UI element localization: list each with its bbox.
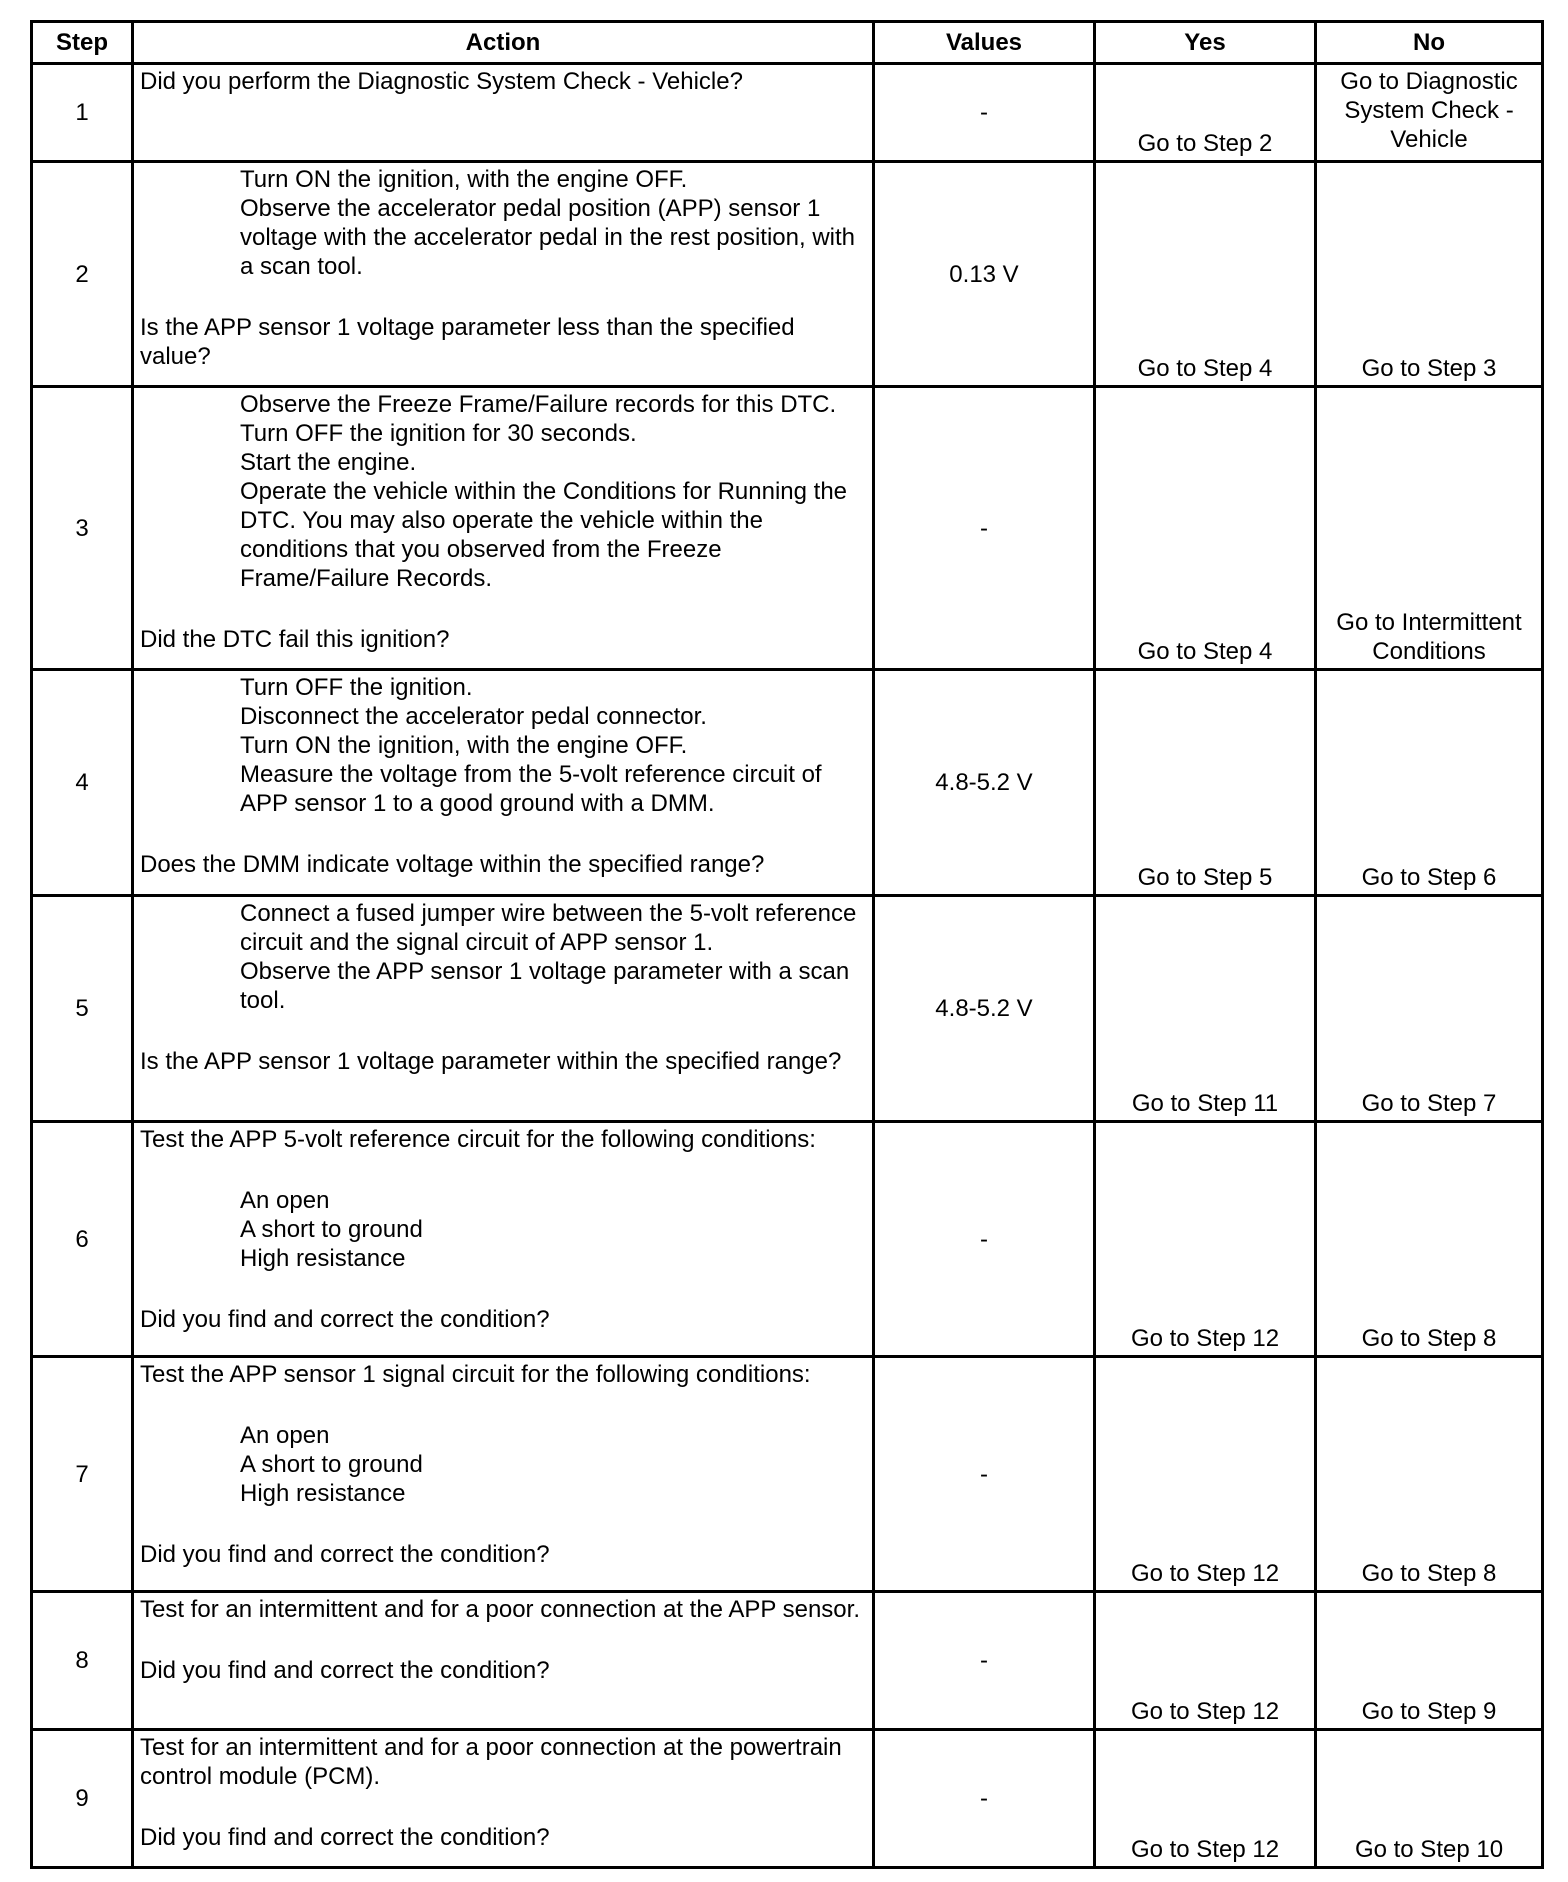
header-no: No bbox=[1316, 22, 1543, 64]
action-cell bbox=[133, 387, 874, 670]
step-number: 2 bbox=[32, 162, 133, 387]
action-cell bbox=[133, 1122, 874, 1357]
condition-item: A short to ground bbox=[240, 1451, 423, 1478]
condition-item: High resistance bbox=[240, 1480, 406, 1507]
header-action: Action bbox=[133, 22, 874, 64]
table-row bbox=[32, 1122, 1543, 1357]
step-number: 7 bbox=[32, 1357, 133, 1592]
value-cell: - bbox=[874, 1122, 1095, 1357]
action-question: Did the DTC fail this ignition? bbox=[140, 626, 450, 653]
yes-cell: Go to Step 11 bbox=[1095, 896, 1316, 1122]
action-step: Connect a fused jumper wire between the 5-volt reference circuit and the signal circuit of APP sensor 1. bbox=[240, 900, 857, 956]
action-cell bbox=[133, 896, 874, 1122]
table-row bbox=[32, 1592, 1543, 1730]
table-row bbox=[32, 387, 1543, 670]
yes-cell: Go to Step 12 bbox=[1095, 1357, 1316, 1592]
step-number: 5 bbox=[32, 896, 133, 1122]
action-intro: Test the APP sensor 1 signal circuit for the following conditions: bbox=[140, 1361, 811, 1388]
action-cell bbox=[133, 64, 874, 162]
value-cell: 0.13 V bbox=[874, 162, 1095, 387]
action-step: Observe the APP sensor 1 voltage parameter with a scan tool. bbox=[240, 958, 850, 1014]
action-cell bbox=[133, 162, 874, 387]
action-intro: Test the APP 5-volt reference circuit for the following conditions: bbox=[140, 1126, 816, 1153]
value-cell: - bbox=[874, 1592, 1095, 1730]
condition-item: An open bbox=[240, 1422, 330, 1449]
value-cell: - bbox=[874, 387, 1095, 670]
no-cell: Go to Step 9 bbox=[1316, 1592, 1543, 1730]
no-cell: Go to Intermittent Conditions bbox=[1316, 387, 1543, 670]
header-step: Step bbox=[32, 22, 133, 64]
yes-cell: Go to Step 4 bbox=[1095, 162, 1316, 387]
action-question: Is the APP sensor 1 voltage parameter less than the specified value? bbox=[140, 314, 795, 370]
value-cell: - bbox=[874, 64, 1095, 162]
step-number: 9 bbox=[32, 1730, 133, 1868]
action-question: Is the APP sensor 1 voltage parameter within the specified range? bbox=[140, 1048, 842, 1075]
action-steps bbox=[140, 390, 866, 593]
value-cell: 4.8-5.2 V bbox=[874, 670, 1095, 896]
action-steps bbox=[140, 899, 866, 1015]
action-step: Disconnect the accelerator pedal connector. bbox=[240, 703, 707, 730]
action-step: Operate the vehicle within the Conditions for Running the DTC. You may also operate the vehicle within the conditions that you observed from the Freeze Frame/Failure Records. bbox=[240, 478, 848, 592]
header-values: Values bbox=[874, 22, 1095, 64]
step-number: 8 bbox=[32, 1592, 133, 1730]
step-number: 3 bbox=[32, 387, 133, 670]
table-row bbox=[32, 1357, 1543, 1592]
table-row bbox=[32, 896, 1543, 1122]
no-cell: Go to Step 8 bbox=[1316, 1122, 1543, 1357]
no-cell: Go to Step 6 bbox=[1316, 670, 1543, 896]
action-question: Did you find and correct the condition? bbox=[140, 1824, 550, 1851]
yes-cell: Go to Step 12 bbox=[1095, 1592, 1316, 1730]
table-row bbox=[32, 670, 1543, 896]
yes-cell: Go to Step 4 bbox=[1095, 387, 1316, 670]
action-steps bbox=[140, 673, 866, 818]
action-cell bbox=[133, 1357, 874, 1592]
table-row bbox=[32, 1730, 1543, 1868]
action-step: Turn OFF the ignition for 30 seconds. bbox=[240, 420, 637, 447]
action-question: Does the DMM indicate voltage within the specified range? bbox=[140, 851, 765, 878]
action-step: Turn OFF the ignition. bbox=[240, 674, 473, 701]
no-cell: Go to Step 10 bbox=[1316, 1730, 1543, 1868]
condition-list bbox=[140, 1186, 866, 1273]
condition-item: A short to ground bbox=[240, 1216, 423, 1243]
action-step: Observe the Freeze Frame/Failure records for this DTC. bbox=[240, 391, 837, 418]
step-number: 4 bbox=[32, 670, 133, 896]
action-step: Turn ON the ignition, with the engine OFF. bbox=[240, 166, 688, 193]
action-step: Start the engine. bbox=[240, 449, 417, 476]
value-cell: - bbox=[874, 1730, 1095, 1868]
yes-cell: Go to Step 2 bbox=[1095, 64, 1316, 162]
step-number: 1 bbox=[32, 64, 133, 162]
no-cell: Go to Step 8 bbox=[1316, 1357, 1543, 1592]
condition-item: High resistance bbox=[240, 1245, 406, 1272]
value-cell: 4.8-5.2 V bbox=[874, 896, 1095, 1122]
yes-cell: Go to Step 12 bbox=[1095, 1122, 1316, 1357]
diagnostic-table bbox=[30, 20, 1544, 1869]
no-cell: Go to Diagnostic System Check - Vehicle bbox=[1316, 64, 1543, 162]
no-cell: Go to Step 3 bbox=[1316, 162, 1543, 387]
action-question: Did you perform the Diagnostic System Check - Vehicle? bbox=[140, 68, 743, 95]
action-question: Did you find and correct the condition? bbox=[140, 1306, 550, 1333]
condition-list bbox=[140, 1421, 866, 1508]
header-yes: Yes bbox=[1095, 22, 1316, 64]
action-intro: Test for an intermittent and for a poor connection at the powertrain control module (PCM). bbox=[140, 1734, 842, 1790]
value-cell: - bbox=[874, 1357, 1095, 1592]
step-number: 6 bbox=[32, 1122, 133, 1357]
action-cell bbox=[133, 1730, 874, 1868]
condition-item: An open bbox=[240, 1187, 330, 1214]
no-cell: Go to Step 7 bbox=[1316, 896, 1543, 1122]
action-step: Measure the voltage from the 5-volt reference circuit of APP sensor 1 to a good ground with a DMM. bbox=[240, 761, 822, 817]
action-question: Did you find and correct the condition? bbox=[140, 1657, 550, 1684]
yes-cell: Go to Step 5 bbox=[1095, 670, 1316, 896]
header-row bbox=[32, 22, 1543, 64]
action-question: Did you find and correct the condition? bbox=[140, 1541, 550, 1568]
action-intro: Test for an intermittent and for a poor connection at the APP sensor. bbox=[140, 1596, 860, 1623]
table-row bbox=[32, 162, 1543, 387]
yes-cell: Go to Step 12 bbox=[1095, 1730, 1316, 1868]
action-step: Turn ON the ignition, with the engine OFF. bbox=[240, 732, 688, 759]
action-cell bbox=[133, 1592, 874, 1730]
action-step: Observe the accelerator pedal position (APP) sensor 1 voltage with the accelerator pedal in the rest position, with a scan tool. bbox=[240, 195, 856, 280]
action-steps bbox=[140, 165, 866, 281]
table-row bbox=[32, 64, 1543, 162]
action-cell bbox=[133, 670, 874, 896]
